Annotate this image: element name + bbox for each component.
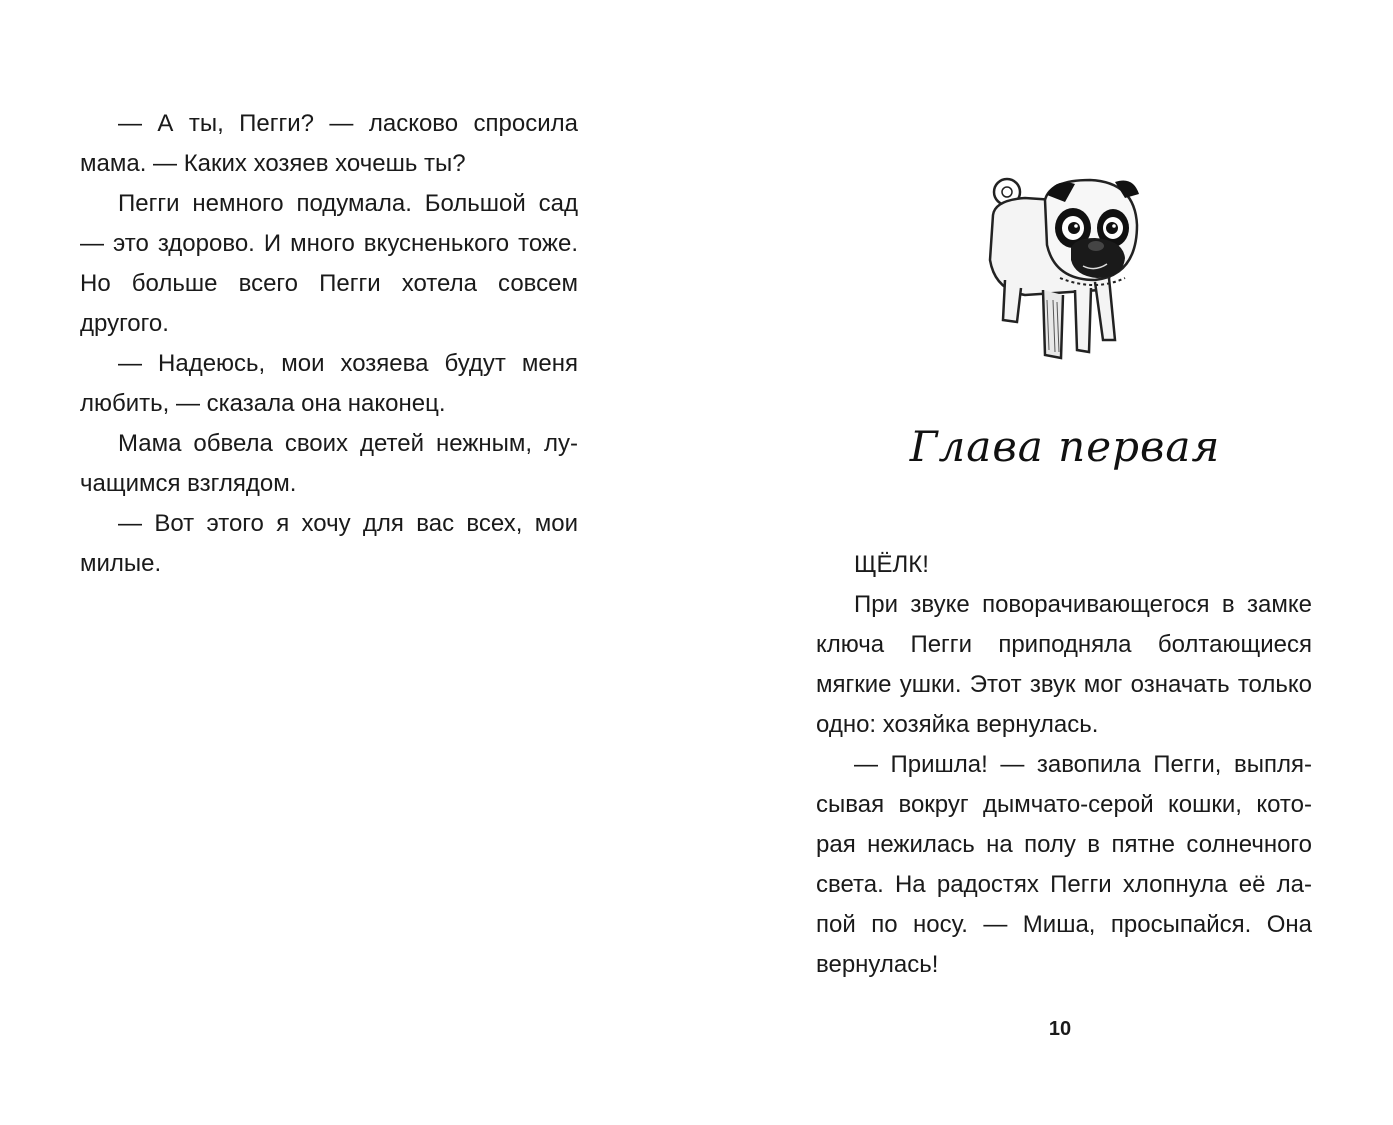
- paragraph: — Пришла! — завопила Пегги, выплясывая вокруг дымчато-серой кошки, которая нежилась на полу в пятне солнечного света. На радостях Пегги хлопнула её лапой по носу. — Миша, просыпайся. Она вернулась!: [816, 751, 1312, 978]
- paragraph: — Вот этого я хочу для вас всех, мои милые.: [80, 510, 578, 577]
- pug-illustration: [965, 170, 1155, 370]
- page-number: 10: [1048, 1018, 1072, 1040]
- paragraph: — А ты, Пегги? — ласково спросила мама. — Каких хозяев хочешь ты?: [80, 110, 578, 177]
- paragraph: При звуке поворачивающегося в замке ключа Пегги приподняла болтающиеся мягкие ушки. Этот звук мог означать только одно: хозяйка вернулась.: [816, 591, 1312, 738]
- left-page-text: [80, 104, 578, 584]
- paragraph: — Надеюсь, мои хозяева будут меня любить, — сказала она наконец.: [80, 350, 578, 417]
- chapter-title: Глава первая: [909, 422, 1221, 471]
- paragraph: ЩЁЛК!: [854, 551, 929, 578]
- paragraph: Пегги немного подумала. Большой сад — это здорово. И много вкусненького тоже. Но больше всего Пегги хотела совсем другого.: [80, 190, 578, 337]
- right-page-text: [816, 545, 1312, 985]
- paragraph: Мама обвела своих детей нежным, лучащимся взглядом.: [80, 430, 578, 497]
- right-page: [690, 0, 1393, 1125]
- left-page: [0, 0, 690, 1125]
